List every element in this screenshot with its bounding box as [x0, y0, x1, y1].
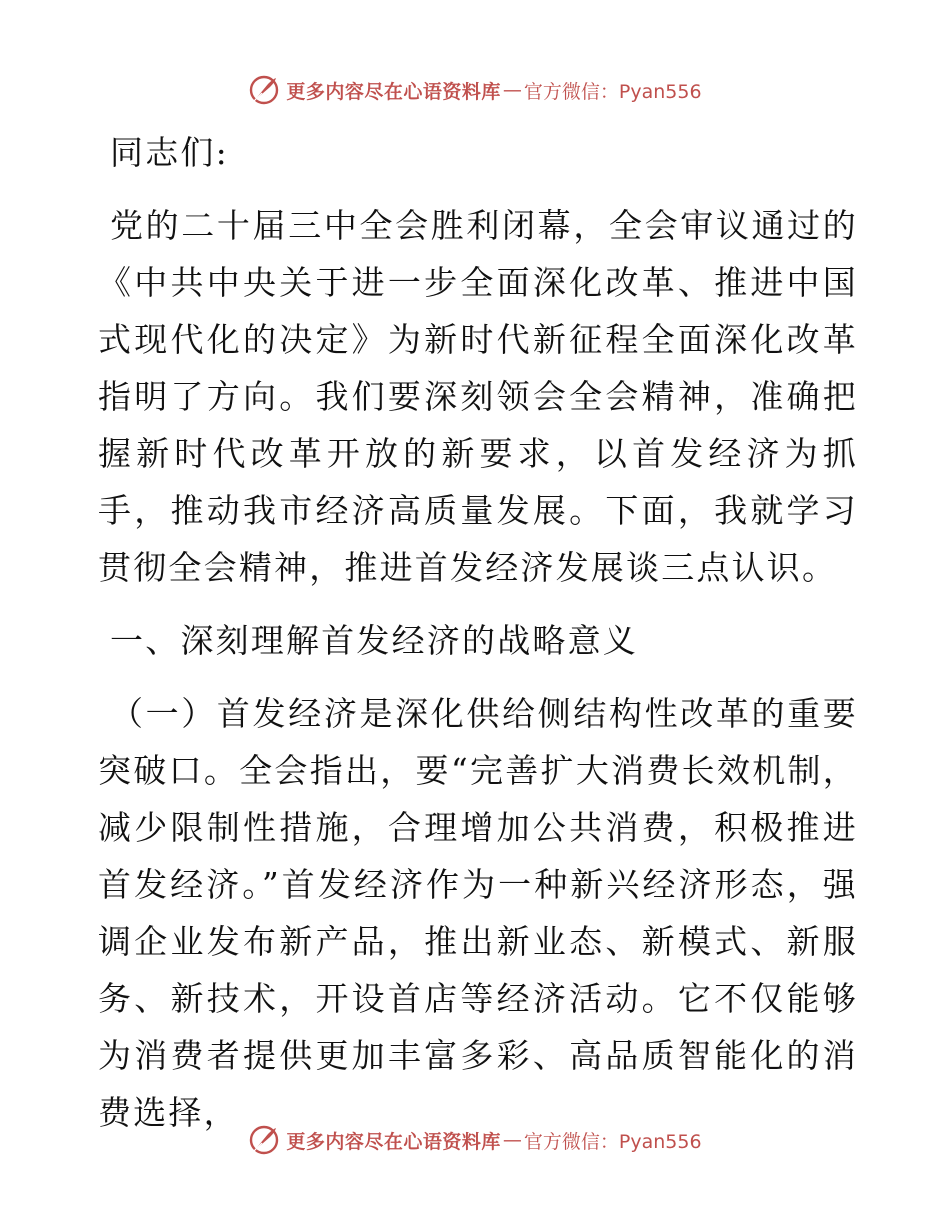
banner-dash: — [502, 79, 522, 101]
banner-brand-text: 更多内容尽在心语资料库 [286, 80, 501, 103]
header-watermark-banner [0, 70, 950, 110]
document-body [98, 124, 858, 1141]
quill-pen-logo-icon [248, 1124, 280, 1156]
banner-wechat-text: 官方微信：Pyan556 [523, 80, 702, 103]
quill-pen-logo-icon [248, 74, 280, 106]
salutation: 同志们: [110, 133, 229, 172]
footer-watermark-banner [0, 1120, 950, 1160]
banner-dash: — [502, 1129, 522, 1151]
intro-paragraph: 党的二十届三中全会胜利闭幕，全会审议通过的《中共中央关于进一步全面深化改革、推进中国式现代化的决定》为新时代新征程全面深化改革指明了方向。我们要深刻领会全会精神，准确把握新时代改革开放的新要求，以首发经济为抓手，推动我市经济高质量发展。下面，我就学习贯彻全会精神，推进首发经济发展谈三点认识。 [98, 206, 858, 587]
section-heading: 一、深刻理解首发经济的战略意义 [110, 621, 638, 660]
body-paragraph: （一）首发经济是深化供给侧结构性改革的重要突破口。全会指出，要“完善扩大消费长效机制，减少限制性措施，合理增加公共消费，积极推进首发经济。”首发经济作为一种新兴经济形态，强调企业发布新产品，推出新业态、新模式、新服务、新技术，开设首店等经济活动。它不仅能够为消费者提供更加丰富多彩、高品质智能化的消费选择， [98, 694, 858, 1132]
banner-brand-text: 更多内容尽在心语资料库 [286, 1130, 501, 1153]
banner-wechat-text: 官方微信：Pyan556 [523, 1130, 702, 1153]
